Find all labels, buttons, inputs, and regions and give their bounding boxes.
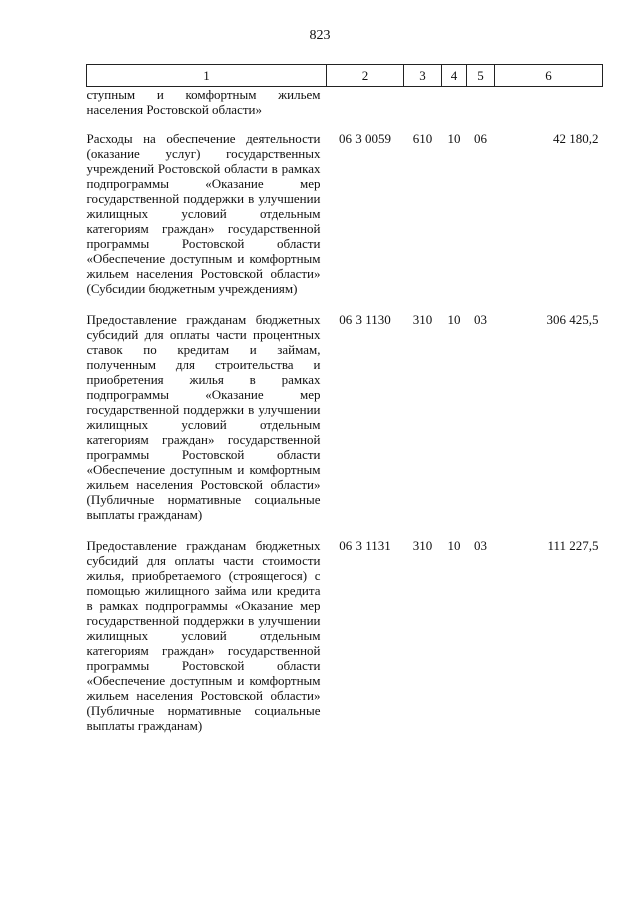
table-row [87, 538, 603, 749]
row-description: Предоставление гражданам бюджетных субсидий для оплаты части процентных ставок по кредитам и займам, полученным для строительства и приобретения жилья в рамках подпрограммы «Оказание мер государственной поддержки в улучшении жилищных условий отдельным категориям граждан» государственной программы Ростовской области «Обеспечение доступным и комфортным жильем населения Ростовской области» (Публичные нормативные социальные выплаты гражданам) [86, 312, 321, 522]
column-header: 1 [87, 65, 327, 87]
row-col5 [467, 87, 495, 132]
table-row [87, 312, 603, 538]
row-col3: 610 [412, 131, 433, 146]
column-header: 4 [442, 65, 467, 87]
row-col5: 03 [474, 538, 487, 553]
row-col4 [442, 87, 467, 132]
row-col3 [404, 87, 442, 132]
row-amount: 42 180,2 [553, 131, 599, 146]
row-col4: 10 [447, 538, 461, 553]
column-header: 6 [495, 65, 603, 87]
column-header: 2 [327, 65, 404, 87]
table-row [87, 87, 603, 132]
row-col3: 310 [412, 312, 433, 327]
row-description: ступным и комфортным жильем населения Ростовской области» [86, 87, 321, 117]
row-code: 06 3 1131 [339, 538, 391, 553]
row-col5: 06 [474, 131, 487, 146]
row-code: 06 3 0059 [339, 131, 391, 146]
row-description: Предоставление гражданам бюджетных субсидий для оплаты части стоимости жилья, приобретаемого (строящегося) с помощью жилищного займа или кредита в рамках подпрограммы «Оказание мер государственной поддержки в улучшении жилищных условий отдельным категориям граждан» государственной программы Ростовской области «Обеспечение доступным и комфортным жильем населения Ростовской области» (Публичные нормативные социальные выплаты гражданам) [86, 538, 321, 733]
row-amount: 111 227,5 [547, 538, 599, 553]
table-header-row [87, 65, 603, 87]
column-header: 3 [404, 65, 442, 87]
row-col3: 310 [412, 538, 433, 553]
row-code [327, 87, 404, 132]
row-amount: 306 425,5 [546, 312, 599, 327]
row-col5: 03 [474, 312, 487, 327]
row-col4: 10 [447, 131, 461, 146]
row-description: Расходы на обеспечение деятельности (оказание услуг) государственных учреждений Ростовской области в рамках подпрограммы «Оказание мер государственной поддержки в улучшении жилищных условий отдельным категориям граждан» государственной программы Ростовской области «Обеспечение доступным и комфортным жильем населения Ростовской области» (Субсидии бюджетным учреждениям) [86, 131, 321, 296]
column-header: 5 [467, 65, 495, 87]
page-number: 823 [309, 28, 331, 43]
row-amount [495, 87, 603, 132]
row-code: 06 3 1130 [339, 312, 391, 327]
table-row [87, 131, 603, 312]
budget-table [86, 64, 603, 749]
row-col4: 10 [447, 312, 461, 327]
